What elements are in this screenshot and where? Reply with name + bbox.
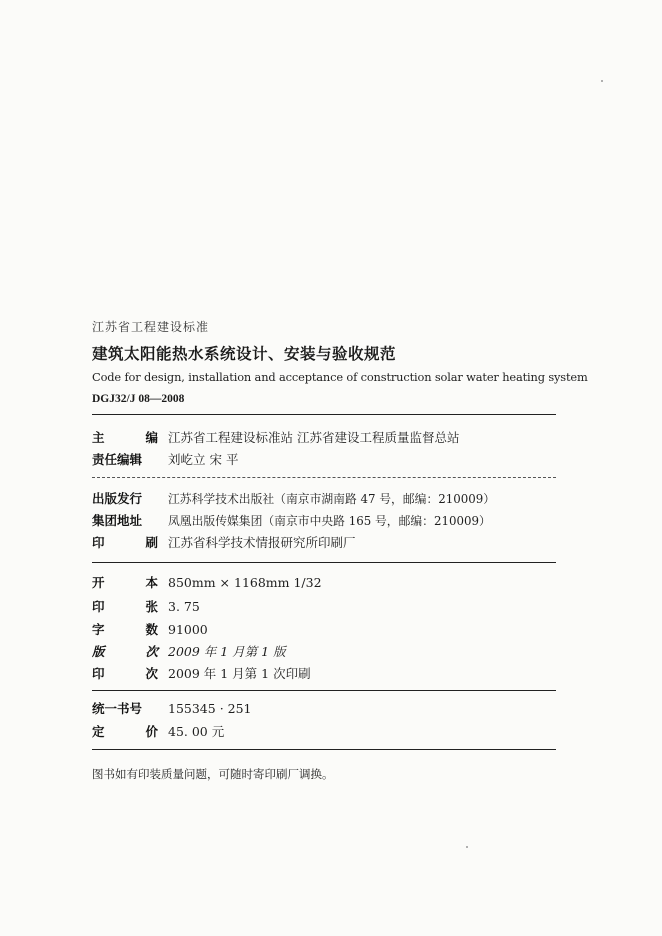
divider bbox=[92, 749, 556, 750]
quality-notice: 图书如有印装质量问题，可随时寄印刷厂调换。 bbox=[92, 767, 334, 781]
field-label: 主 编 bbox=[92, 430, 158, 445]
format-row bbox=[92, 572, 322, 592]
field-label: 责任编辑 bbox=[92, 452, 143, 467]
field-label: 印 刷 bbox=[92, 535, 158, 550]
group-address-row bbox=[92, 510, 491, 530]
field-value: 45. 00 元 bbox=[168, 724, 225, 739]
price-row bbox=[92, 721, 224, 741]
book-title-english: Code for design, installation and acceptance of construction solar water heating system bbox=[92, 370, 588, 384]
scan-speck bbox=[601, 80, 603, 82]
series-title: 江苏省工程建设标准 bbox=[92, 320, 210, 334]
field-value: 凤凰出版传媒集团（南京市中央路 165 号，邮编：210009） bbox=[168, 513, 491, 528]
divider bbox=[92, 477, 556, 478]
field-value: 江苏省科学技术情报研究所印刷厂 bbox=[168, 535, 356, 550]
field-value: 江苏科学技术出版社（南京市湖南路 47 号，邮编：210009） bbox=[168, 491, 496, 506]
field-value: 刘屹立 宋 平 bbox=[168, 452, 239, 467]
chief-editor-row bbox=[92, 427, 459, 447]
field-value: 2009 年 1 月第 1 次印刷 bbox=[168, 666, 311, 681]
field-label: 开 本 bbox=[92, 575, 158, 590]
field-value: 850mm × 1168mm 1/32 bbox=[168, 574, 322, 590]
field-value: 155345 · 251 bbox=[168, 700, 252, 716]
divider bbox=[92, 690, 556, 691]
field-label: 出版发行 bbox=[92, 491, 143, 506]
field-label: 定 价 bbox=[92, 724, 158, 739]
field-label: 版 次 bbox=[92, 644, 158, 659]
field-label: 字 数 bbox=[92, 622, 158, 637]
field-value: 江苏省工程建设标准站 江苏省建设工程质量监督总站 bbox=[168, 430, 460, 445]
field-label: 集团地址 bbox=[92, 513, 143, 528]
scan-speck bbox=[466, 846, 468, 848]
book-title-chinese: 建筑太阳能热水系统设计、安装与验收规范 bbox=[92, 344, 397, 363]
responsible-editor-row bbox=[92, 449, 238, 469]
isbn-row bbox=[92, 698, 252, 718]
edition-row bbox=[92, 641, 286, 661]
field-label: 印 次 bbox=[92, 666, 158, 681]
field-value: 2009 年 1 月第 1 版 bbox=[168, 644, 286, 659]
divider bbox=[92, 414, 556, 415]
printed-sheets-row bbox=[92, 596, 200, 616]
divider bbox=[92, 562, 556, 563]
field-value: 3. 75 bbox=[168, 598, 200, 614]
word-count-row bbox=[92, 619, 208, 639]
printing-row bbox=[92, 663, 311, 683]
field-value: 91000 bbox=[168, 621, 208, 637]
field-label: 统一书号 bbox=[92, 701, 143, 716]
standard-code: DGJ32/J 08—2008 bbox=[92, 393, 185, 405]
field-label: 印 张 bbox=[92, 599, 158, 614]
printer-row bbox=[92, 532, 356, 552]
publisher-row bbox=[92, 488, 495, 508]
